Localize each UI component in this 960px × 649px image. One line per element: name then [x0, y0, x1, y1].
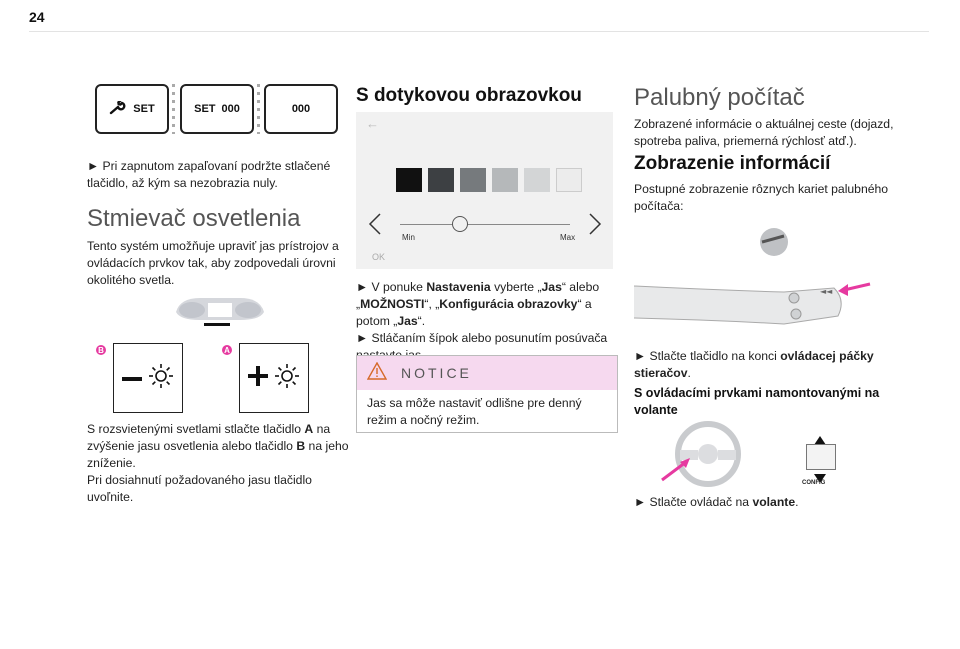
step-text: ► Stlačte ovládač na: [634, 495, 753, 509]
trip-computer-title: Palubný počítač: [634, 84, 805, 111]
touchscreen-title: S dotykovou obrazovkou: [356, 85, 582, 106]
swatch: [492, 168, 518, 192]
step-bold: Jas: [397, 314, 418, 328]
page-number: 24: [29, 9, 45, 25]
dimmer-plus-button: [239, 343, 309, 413]
stalk-step: [634, 348, 896, 382]
wrench-icon: [109, 101, 127, 118]
plus-icon: [248, 366, 268, 391]
trip-computer-intro: Zobrazené informácie o aktuálnej ceste (dojazd, spotreba paliva, priemerná rýchlosť atď.).: [634, 117, 894, 148]
swatch: [396, 168, 422, 192]
step-text: ► V ponuke: [356, 280, 427, 294]
step-text: “.: [417, 314, 426, 328]
set-label: SET: [133, 103, 155, 115]
ok-label: OK: [372, 252, 386, 262]
step-hold-button: ► Pri zapnutom zapaľovaní podržte stlačené tlačidlo, až kým sa nezobrazia nuly.: [87, 159, 331, 190]
step-text: “ alebo „: [356, 280, 600, 311]
swatch: [524, 168, 550, 192]
touchscreen-steps: [356, 279, 618, 364]
instr-a: A: [304, 422, 314, 436]
instr-b: B: [296, 439, 306, 453]
instr-text: na jeho zníženie.: [87, 439, 349, 470]
sun-icon: [148, 363, 174, 394]
slider-max-label: Max: [560, 233, 576, 242]
step-text: ► Stláčaním šípok alebo posunutím posúvača: [356, 331, 608, 345]
step-text: “, „: [424, 297, 440, 311]
swatch: [556, 168, 582, 192]
wiper-stalk-illustration: [634, 220, 874, 332]
slider-thumb: [452, 216, 468, 232]
set-label: SET: [194, 103, 216, 115]
set-000-button-illustration: [180, 84, 254, 134]
dimmer-minus-button: [113, 343, 183, 413]
step-text: .: [687, 366, 691, 380]
display-info-title: Zobrazenie informácií: [634, 153, 831, 174]
header-rule: [29, 31, 929, 32]
steering-step: [634, 494, 896, 511]
instr-release: Pri dosiahnutí požadovaného jasu tlačidlo uvoľnite.: [87, 473, 312, 504]
step-text: ► Stlačte tlačidlo na konci: [634, 349, 781, 363]
slider-track: [400, 224, 570, 225]
config-label: CONFIG: [802, 480, 826, 486]
step-bold: Nastavenia: [426, 280, 491, 294]
step-bold: MOŽNOSTI: [360, 297, 425, 311]
label-a-badge: A: [222, 345, 232, 355]
zero-display-illustration: [264, 84, 338, 134]
sun-icon: [274, 363, 300, 394]
zero-label: 000: [291, 103, 311, 115]
step-bold: Jas: [541, 280, 562, 294]
step-bold: Konfigurácia obrazovky: [439, 297, 578, 311]
dimmer-instructions: [87, 421, 349, 506]
slider-min-label: Min: [402, 233, 415, 242]
dotted-separator: [172, 84, 175, 134]
notice-title: NOTICE: [401, 365, 472, 381]
step-text: .: [795, 495, 799, 509]
notice-header: [357, 356, 617, 390]
warning-triangle-icon: [367, 362, 387, 385]
back-arrow-icon: ←: [366, 116, 379, 131]
set-button-illustration: [95, 84, 169, 134]
minus-icon: [122, 369, 142, 387]
config-button: [806, 444, 836, 470]
notice-box: [356, 355, 618, 433]
steering-wheel-illustration: [660, 420, 750, 490]
step-text: vyberte „: [490, 280, 542, 294]
zero-label: 000: [221, 103, 240, 115]
notice-text: Jas sa môže nastaviť odlišne pre denný režim a nočný režim.: [367, 396, 582, 427]
step-bold: ovládacej páčky stieračov: [634, 349, 874, 380]
config-button-illustration: [800, 432, 840, 488]
instr-text: S rozsvietenými svetlami stlačte tlačidlo: [87, 422, 305, 436]
label-b-badge: B: [96, 345, 106, 355]
swatch: [428, 168, 454, 192]
instr-text: na zvýšenie jasu osvetlenia alebo tlačidlo: [87, 422, 331, 453]
display-info-intro: Postupné zobrazenie rôznych kariet palubného počítača:: [634, 182, 889, 213]
swatch: [460, 168, 486, 192]
svg-text:◄◄: ◄◄: [820, 287, 833, 296]
step-bold: volante: [752, 495, 796, 509]
dashboard-illustration: [170, 290, 270, 330]
chevron-left-icon: [368, 212, 382, 241]
step-text: “ a potom „: [356, 297, 592, 328]
chevron-right-icon: [588, 212, 602, 241]
dimmer-intro: Tento systém umožňuje upraviť jas prístrojov a ovládacích prvkov tak, aby zodpovedali úrovni okolitého svetla.: [87, 239, 339, 287]
steering-controls-title: S ovládacími prvkami namontovanými na volante: [634, 386, 880, 417]
dimmer-title: Stmievač osvetlenia: [87, 205, 301, 232]
dotted-separator: [257, 84, 260, 134]
brightness-screen-illustration: [356, 112, 613, 269]
